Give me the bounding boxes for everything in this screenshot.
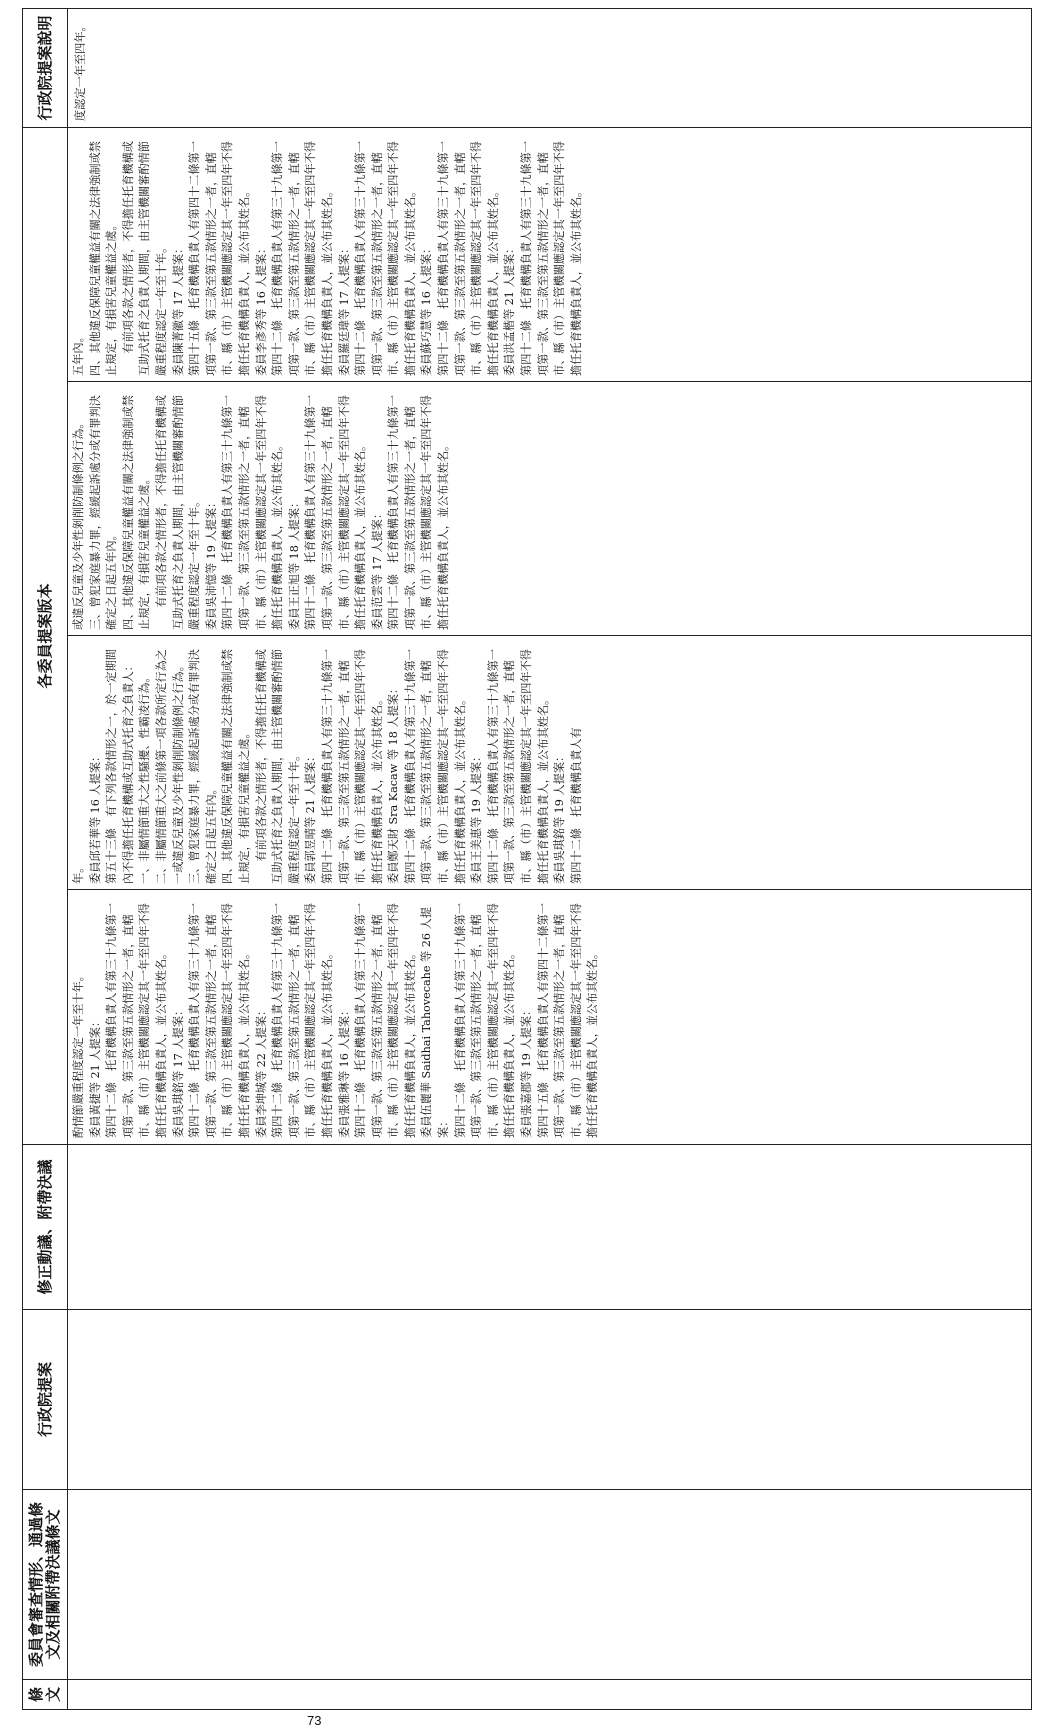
article-column <box>23 1679 1031 1709</box>
amend-column <box>23 1144 1031 1309</box>
divider <box>67 635 1031 636</box>
explain-column <box>23 9 1031 127</box>
exec-column <box>23 1309 1031 1489</box>
proposal-text-3: 或違反兒童及少年性剝削防制條例之行為。 三、曾犯家庭暴力罪，經緩起訴處分或有罪判決確定之日起五年內。 四、其他違反保障兒童權益有關之法律強制或禁止規定，有損害兒童權益之虞。 有前項各款之情形者，不得擔任托育機構或互助式托育之負責人期間，由主管機關審酌情節嚴重程度認定一年至十年。 委員吳沛憶等 19 人提案： 第四十二條 托育機構負責人有第三十九條第一項第一款、第三款至第五款情形之一者，直轄市、縣（市）主管機關應認定其一年至四年不得擔任托育機構負責人，並公布其姓名。 委員王正旭等 18 人提案： 第四十二條 托育機構負責人有第三十九條第一項第一款、第三款至第五款情形之一者，直轄市、縣（市）主管機關應認定其一年至四年不得擔任托育機構負責人，並公布其姓名。 委員范雲等 17 人提案： 第四十二條 托育機構負責人有第三十九條第一項第一款、第三款至第五款情形之一者，直轄市、縣（市）主管機關應認定其一年至四年不得擔任托育機構負責人，並公布其姓名。 <box>72 395 451 630</box>
proposal-text-4: 五年內。 四、其他違反保障兒童權益有關之法律強制或禁止規定，有損害兒童權益之虞。 有前項各款之情形者，不得擔任托育機構或互助式托育之負責人期間，由主管機關審酌情節嚴重程度認定一年至十年。 委員陳菁徽等 17 人提案： 第四十五條 托育機構負責人有第四十二條第一項第一款、第三款至第五款情形之一者，直轄市、縣（市）主管機關應認定其一年至四年不得擔任托育機構負責人，並公布其姓名。 委員李彥秀等 16 人提案： 第四十二條 托育機構負責人有第三十九條第一項第一款、第三款至第五款情形之一者，直轄市、縣（市）主管機關應認定其一年至四年不得擔任托育機構負責人，並公布其姓名。 委員羅廷瑋等 17 人提案： 第四十二條 托育機構負責人有第三十九條第一項第一款、第三款至第五款情形之一者，直轄市、縣（市）主管機關應認定其一年至四年不得擔任托育機構負責人，並公布其姓名。 委員蘇巧慧等 16 人提案： 第四十二條 托育機構負責人有第三十九條第一項第一款、第三款至第五款情形之一者，直轄市、縣（市）主管機關應認定其一年至四年不得擔任托育機構負責人，並公布其姓名。 委員洪孟楷等 21 人提案： 第四十二條 托育機構負責人有第三十九條第一項第一款、第三款至第五款情形之一者，直轄市、縣（市）主管機關應認定其一年至四年不得擔任托育機構負責人，並公布其姓名。 <box>72 141 583 376</box>
divider <box>67 889 1031 890</box>
exec-header: 行政院提案 <box>23 1310 68 1489</box>
explain-text: 度認定一年至四年。 <box>74 20 87 121</box>
amend-header: 修正動議、附帶決議 <box>23 1145 68 1309</box>
proposal-text-2: 年。 委員邱若華等 16 人提案： 第五十三條 有下列各款情形之一，於一定期間內不得擔任托育機構或互助式托育之負責人： 一、非屬情節重大之性騷擾、性霸凌行為。 二、非屬情節重大之前條第一項各款所定行為之一或違反兒童及少年性剝削防制條例之行為。 三、曾犯家庭暴力罪，經緩起訴處分或有罪判決確定之日起五年內。 四、其他違反保障兒童權益有關之法律強制或禁止規定，有損害兒童權益之虞。 有前項各款之情形者，不得擔任托育機構或互助式托育之負責人期間，由主管機關審酌情節嚴重程度認定一年至十年。 委員郭昱晴等 21 人提案： 第四十二條 托育機構負責人有第三十九條第一項第一款、第三款至第五款情形之一者，直轄市、縣（市）主管機關應認定其一年至四年不得擔任托育機構負責人，並公布其姓名。 委員鄭天財 Sra Kacaw 等 18 人提案： 第四十二條 托育機構負責人有第三十九條第一項第一款、第三款至第五款情形之一者，直轄市、縣（市）主管機關應認定其一年至四年不得擔任托育機構負責人，並公布其姓名。 委員王美惠等 19 人提案： 第四十二條 托育機構負責人有第三十九條第一項第一款、第三款至第五款情形之一者，直轄市、縣（市）主管機關應認定其一年至四年不得擔任托育機構負責人，並公布其姓名。 委員吳琪銘等 19 人提案： 第四十二條 托育機構負責人有 <box>72 649 583 884</box>
proposals-column <box>23 127 1031 1144</box>
divider <box>67 381 1031 382</box>
proposal-text-1: 酌情節嚴重程度認定一年至十年。 委員黃捷等 21 人提案： 第四十二條 托育機構負責人有第三十九條第一項第一款、第三款至第五款情形之一者，直轄市、縣（市）主管機關應認定其一年至四年不得擔任托育機構負責人，並公布其姓名。 委員吳琪銘等 17 人提案： 第四十二條 托育機構負責人有第三十九條第一項第一款、第三款至第五款情形之一者，直轄市、縣（市）主管機關應認定其一年至四年不得擔任托育機構負責人，並公布其姓名。 委員李坤城等 22 人提案： 第四十二條 托育機構負責人有第三十九條第一項第一款、第三款至第五款情形之一者，直轄市、縣（市）主管機關應認定其一年至四年不得擔任托育機構負責人，並公布其姓名。 委員張雅琳等 16 人提案： 第四十二條 托育機構負責人有第三十九條第一項第一款、第三款至第五款情形之一者，直轄市、縣（市）主管機關應認定其一年至四年不得擔任托育機構負責人，並公布其姓名。 委員伍麗華 Saidhai Tahovecahe 等 26 人提案： 第四十二條 托育機構負責人有第三十九條第一項第一款、第三款至第五款情形之一者，直轄市、縣（市）主管機關應認定其一年至四年不得擔任托育機構負責人，並公布其姓名。 委員張嘉郡等 19 人提案： 第四十五條 托育機構負責人有第四十二條第一項第一款、第三款至第五款情形之一者，直轄市、縣（市）主管機關應認定其一年至四年不得擔任托育機構負責人，並公布其姓名。 <box>72 903 600 1138</box>
rotated-page <box>22 8 1032 1710</box>
proposal-table <box>22 8 1032 1710</box>
page-number: 73 <box>307 1713 322 1728</box>
proposals-header: 各委員提案版本 <box>23 128 68 1144</box>
review-column <box>23 1489 1031 1679</box>
article-header: 條 文 <box>23 1680 68 1709</box>
proposals-body <box>67 128 1031 1144</box>
explain-header: 行政院提案說明 <box>23 9 68 127</box>
review-header: 委員會審查情形、通過條文及相關附帶決議條文 <box>23 1490 68 1679</box>
